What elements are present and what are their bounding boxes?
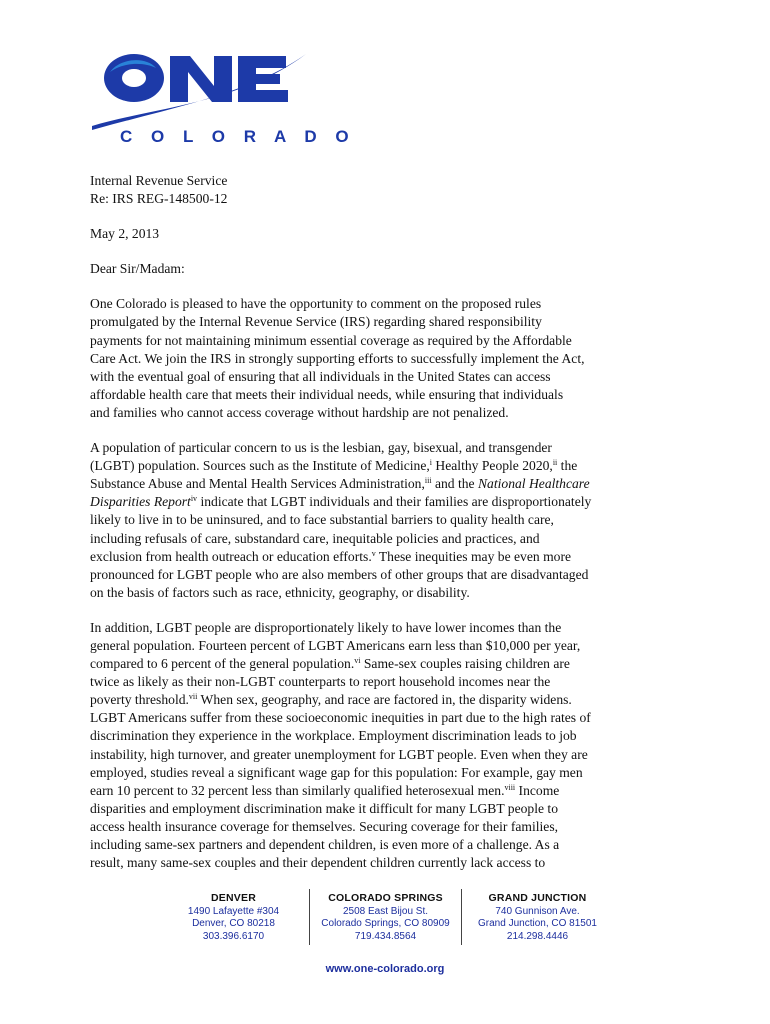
office-phone: 719.434.8564: [354, 930, 417, 942]
paragraph-line: (LGBT) population. Sources such as the Institute of Medicine,$^i$ Healthy People 2020,$^{ii}$ the: [90, 458, 578, 474]
paragraph-line: employed, studies reveal a significant wage gap for this population: For example, gay men: [90, 764, 583, 780]
paragraph-line: general population. Fourteen percent of LGBT Americans earn less than $10,000 per year,: [90, 637, 581, 653]
footnote-marker: ii: [552, 458, 558, 468]
paragraph-line: affordable health care that meets their individual needs, while ensuring that individuals: [90, 386, 564, 402]
office-city: DENVER: [211, 892, 256, 904]
office-citystate: Colorado Springs, CO 80909: [321, 918, 450, 929]
paragraph-line: In addition, LGBT people are disproportionately likely to have lower incomes than the: [90, 619, 562, 635]
paragraph-line: instability, high turnover, and greater unemployment for LGBT people. Even when they are: [90, 746, 588, 762]
paragraph-line: including same-sex partners and dependent children, is even more of a challenge. As a: [90, 837, 560, 852]
paragraph-line: compared to 6 percent of the general population.$^{vi}$ Same-sex couples raising children are: [90, 656, 570, 672]
paragraph-line: result, many same-sex couples and their dependent children currently lack access to: [90, 855, 546, 871]
letter-date: May 2, 2013: [90, 226, 160, 242]
office-denver: [158, 889, 309, 945]
letter-body: [90, 172, 690, 872]
paragraph-line: on the basis of factors such as race, ethnicity, geography, or disability.: [90, 584, 470, 600]
paragraph-line: twice as likely as their non-LGBT counterparts to report household incomes near the: [90, 674, 551, 690]
paragraph-line: LGBT Americans suffer from these socioeconomic inequities in part due to the high rates of: [90, 710, 591, 726]
paragraph-line: payments for not maintaining minimum essential coverage as required by the Affordable: [90, 332, 572, 348]
paragraph-line: including refusals of care, substandard care, inequitable policies and practices, and: [90, 530, 540, 546]
paragraph-line: pronounced for LGBT people who are also members of other groups that are disadvantaged: [90, 566, 589, 582]
footnote-marker: v: [371, 548, 376, 558]
paragraph-line: Disparities Report$^{iv}$ indicate that LGBT individuals and their families are disproportionately: [90, 494, 592, 510]
footnote-marker: iv: [190, 494, 198, 504]
office-colorado-springs: [309, 889, 461, 945]
footnote-marker: vii: [188, 692, 198, 702]
website-link[interactable]: www.one-colorado.org: [325, 963, 445, 975]
footnote-marker: vi: [354, 656, 361, 666]
office-street: 2508 East Bijou St.: [342, 905, 429, 917]
paragraph-line: poverty threshold.$^{vii}$ When sex, geography, and race are factored in, the disparity widens.: [90, 692, 572, 708]
paragraph-line: Care Act. We join the IRS in strongly supporting efforts to successfully implement the Act,: [90, 350, 585, 366]
office-city: COLORADO SPRINGS: [328, 892, 443, 904]
paragraph-line: with the eventual goal of ensuring that all individuals in the United States can access: [90, 368, 551, 384]
paragraph-3: [90, 619, 690, 872]
footnote-marker: i: [429, 458, 433, 468]
paragraph-line: exclusion from health outreach or education efforts.$^v$ These inequities may be even more: [90, 548, 572, 564]
paragraph-line: One Colorado is pleased to have the opportunity to comment on the proposed rules: [90, 296, 542, 312]
office-citystate: Grand Junction, CO 81501: [478, 918, 597, 929]
paragraph-line: Substance Abuse and Mental Health Services Administration,$^{iii}$ and the National Healthcare: [90, 476, 590, 492]
office-citystate: Denver, CO 80218: [192, 918, 275, 929]
logo-subword: C O L O R A D O: [120, 127, 356, 146]
paragraph-line: discrimination they experience in the workplace. Employment discrimination leads to job: [90, 728, 577, 744]
logo-letter-n: [170, 56, 232, 102]
paragraph-line: earn 10 percent to 32 percent less than similarly qualified heterosexual men.$^{viii}$ Income: [90, 782, 560, 798]
paragraph-2: [90, 439, 690, 602]
paragraph-line: access health insurance coverage for themselves. Securing coverage for their families,: [90, 818, 559, 834]
office-grand-junction: [461, 889, 613, 945]
office-phone: 303.396.6170: [202, 930, 265, 942]
office-street: 740 Gunnison Ave.: [495, 905, 580, 917]
footnote-marker: viii: [504, 782, 516, 792]
office-footer: [158, 889, 613, 945]
paragraph-line: promulgated by the Internal Revenue Service (IRS) regarding shared responsibility: [90, 314, 542, 330]
one-colorado-logo: [90, 38, 356, 150]
paragraph-line: A population of particular concern to us is the lesbian, gay, bisexual, and transgender: [90, 440, 552, 456]
office-street: 1490 Lafayette #304: [187, 905, 280, 917]
salutation: Dear Sir/Madam:: [90, 261, 185, 277]
reference-line: Re: IRS REG-148500-12: [90, 191, 228, 207]
footnote-marker: iii: [424, 476, 432, 486]
office-phone: 214.298.4446: [506, 930, 569, 942]
paragraph-line: and families who cannot access coverage without hardship are not penalized.: [90, 404, 509, 420]
paragraph-line: disparities and employment discrimination make it difficult for many LGBT people to: [90, 800, 559, 816]
logo-letter-e: [238, 56, 288, 102]
recipient: Internal Revenue Service: [90, 173, 228, 188]
office-city: GRAND JUNCTION: [488, 892, 587, 904]
paragraph-line: likely to live in to be uninsured, and to face substantial barriers to quality health care,: [90, 512, 554, 528]
paragraph-1: [90, 295, 690, 422]
